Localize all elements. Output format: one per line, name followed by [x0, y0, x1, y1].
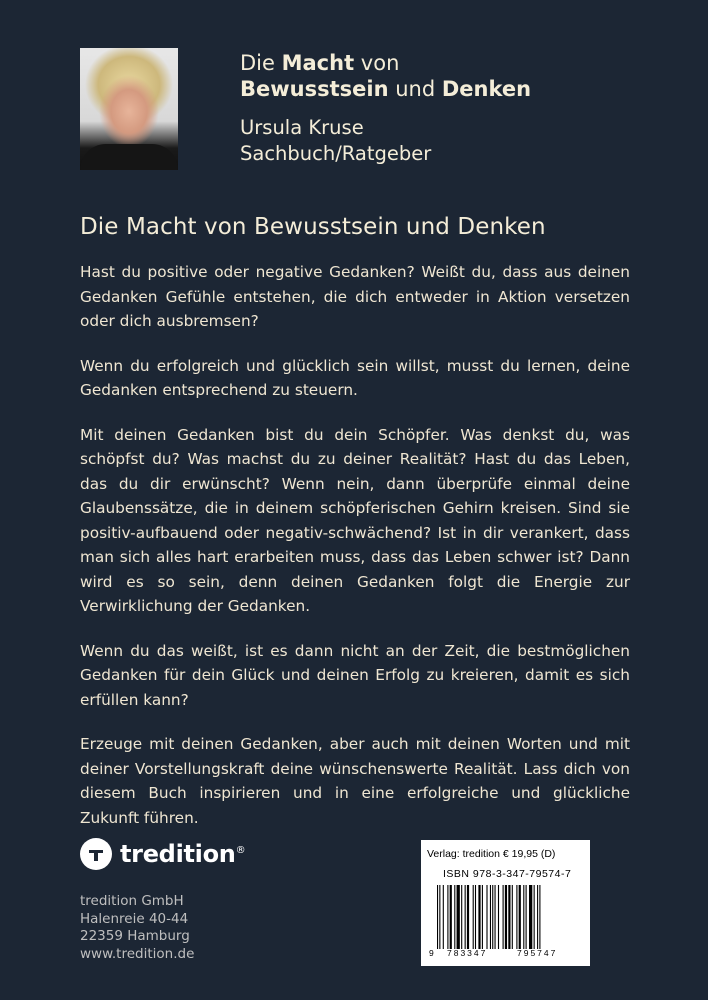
- author-photo: [80, 48, 178, 170]
- blurb-paragraph: Wenn du das weißt, ist es dann nicht an der Zeit, die bestmöglichen Gedanken für dein Glück und deinen Erfolg zu kreieren, damit es sich erfüllen kann?: [80, 641, 630, 709]
- isbn-barcode: [421, 840, 590, 966]
- author-name: Ursula Kruse: [240, 116, 364, 139]
- book-genre: Sachbuch/Ratgeber: [240, 142, 432, 165]
- publisher-line: www.tredition.de: [80, 945, 195, 962]
- tredition-logo-icon: [80, 838, 112, 870]
- barcode-bar: [503, 885, 504, 949]
- barcode-bar: [495, 885, 496, 949]
- tredition-logo: [80, 838, 245, 870]
- barcode-bar: [447, 885, 448, 949]
- header-title-text: von: [354, 51, 400, 75]
- header-title-bold: Bewusstsein: [240, 77, 389, 101]
- barcode-digit-group2: 795747: [517, 948, 558, 958]
- barcode-bar: [443, 885, 444, 949]
- publisher-line: tredition GmbH: [80, 893, 184, 909]
- blurb-text: [80, 260, 630, 850]
- main-title: Die Macht von Bewusstsein und Denken: [80, 214, 546, 240]
- barcode-bar: [512, 885, 513, 949]
- barcode-bar: [461, 885, 462, 949]
- author-block: [240, 115, 431, 167]
- logo-wordmark: [120, 840, 245, 868]
- blurb-paragraph: Wenn du erfolgreich und glücklich sein willst, musst du lernen, deine Gedanken entsprechend zu steuern.: [80, 356, 630, 399]
- barcode-price: Verlag: tredition € 19,95 (D): [427, 848, 556, 860]
- barcode-bar: [539, 885, 540, 949]
- author-photo-shoulders: [80, 144, 178, 170]
- barcode-bar: [505, 885, 507, 949]
- barcode-digit-group1: 783347: [447, 948, 488, 958]
- barcode-bar: [508, 885, 510, 949]
- barcode-bar: [529, 885, 532, 949]
- publisher-line: 22359 Hamburg: [80, 928, 190, 944]
- logo-registered-mark: ®: [235, 845, 246, 856]
- barcode-bar: [498, 885, 499, 949]
- barcode-bar: [519, 885, 521, 949]
- barcode-bar: [439, 885, 440, 949]
- barcode-bar: [465, 885, 466, 949]
- barcode-bar: [473, 885, 474, 949]
- barcode-bar: [478, 885, 480, 949]
- header-title-line1: [240, 50, 531, 76]
- barcode-bar: [534, 885, 535, 949]
- barcode-bar: [450, 885, 452, 949]
- barcode-digit-first: 9: [429, 948, 434, 958]
- header-title-text: Die: [240, 51, 282, 75]
- blurb-paragraph: Hast du positive oder negative Gedanken? Weißt du, dass aus deinen Gedanken Gefühle entstehen, die dich entweder in Aktion versetzen oder dich ausbremsen?: [80, 263, 630, 330]
- barcode-bar: [523, 885, 524, 949]
- header-title-text: und: [388, 77, 442, 101]
- blurb-paragraph: Mit deinen Gedanken bist du dein Schöpfer. Was denkst du, was schöpfst du? Was machst du zu deiner Realität? Hast du das Leben, das du dir erwünscht? Wenn nein, dann überprüfe einmal deine Glaubenssätze, die in deinem schöpferischen Gehirn kreisen. Sind sie positiv-aufbauend oder negativ-schwächend? Ist in dir verankert, dass man sich alles hart erarbeiten muss, dass das Leben schwer ist? Dann wird es so sein, denn deinen Gedanken folgt die Energie zur Verwirklichung der Gedanken.: [80, 425, 630, 615]
- header-book-title: [240, 50, 531, 102]
- barcode-bar: [457, 885, 460, 949]
- barcode-bar: [454, 885, 455, 949]
- barcode-bar: [492, 885, 493, 949]
- barcode-isbn: ISBN 978-3-347-79574-7: [443, 868, 572, 880]
- barcode-bar: [475, 885, 476, 949]
- header-title-bold: Macht: [281, 51, 355, 75]
- barcode-bar: [486, 885, 487, 949]
- publisher-line: Halenreie 40-44: [80, 910, 189, 927]
- barcode-bar: [537, 885, 538, 949]
- logo-name: tredition: [120, 840, 236, 868]
- blurb-paragraph: Erzeuge mit deinen Gedanken, aber auch mit deinen Worten und mit deiner Vorstellungskraft deine wünschenswerte Realität. Lass dich von diesem Buch inspirieren und in eine erfolgreiche und glückliche Zukunft führen.: [80, 735, 630, 827]
- barcode-bar: [490, 885, 491, 949]
- header-title-bold: Denken: [441, 77, 532, 101]
- barcode-bar: [482, 885, 483, 949]
- barcode-bar: [467, 885, 469, 949]
- header-title-line2: [240, 76, 531, 102]
- barcode-bars: [435, 885, 585, 949]
- barcode-bar: [526, 885, 527, 949]
- publisher-address: [80, 893, 194, 963]
- barcode-bar: [516, 885, 517, 949]
- barcode-bar: [437, 885, 438, 949]
